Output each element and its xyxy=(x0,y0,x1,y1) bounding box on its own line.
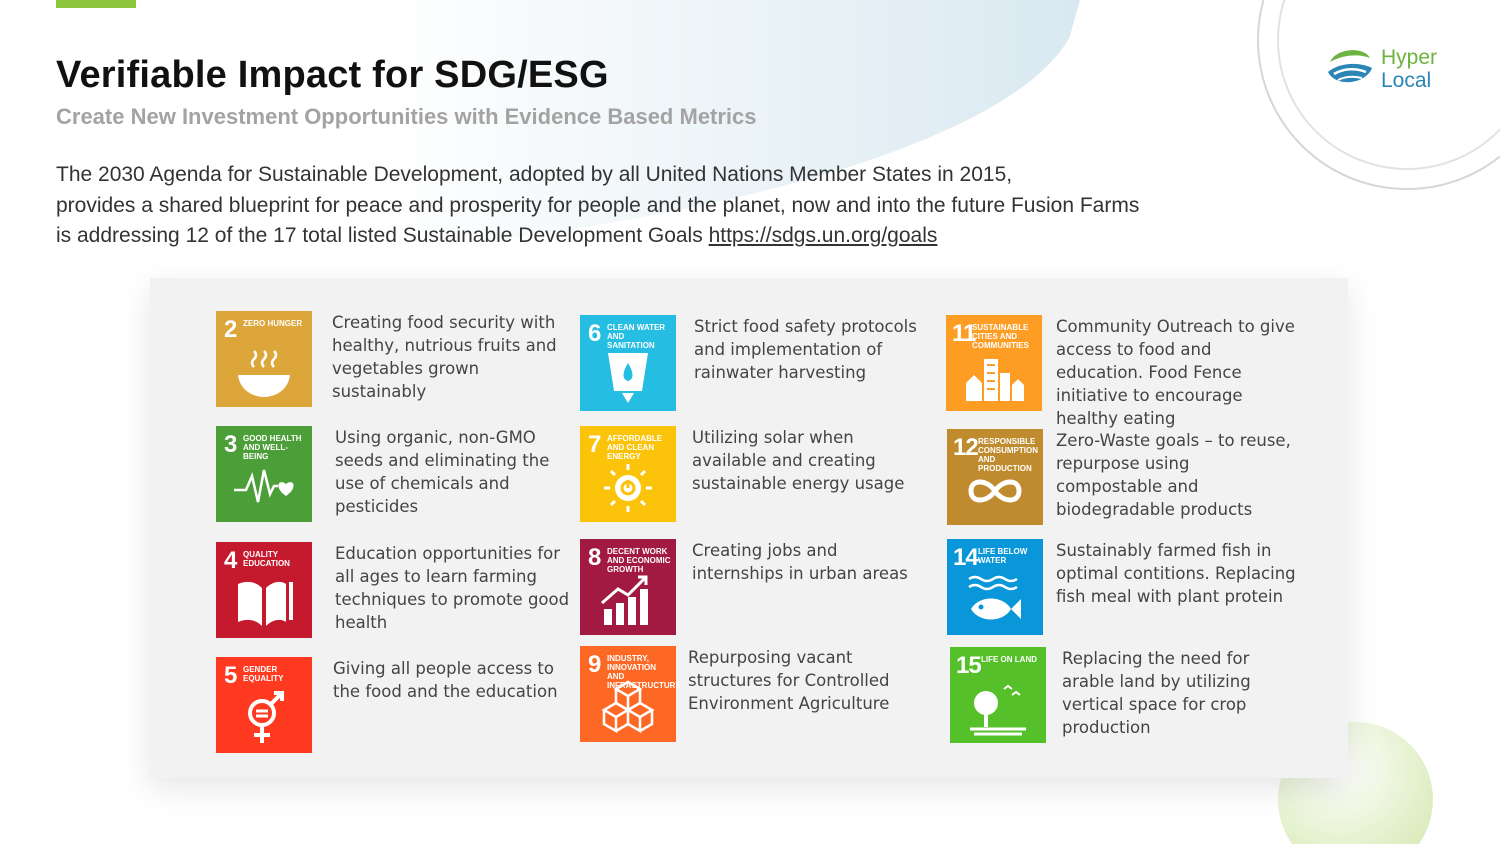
accent-bar xyxy=(56,0,136,8)
sdg-number: 7 xyxy=(588,431,601,458)
intro-line-2: provides a shared blueprint for peace and prosperity for people and the planet, now and into the future Fusion Farms xyxy=(56,193,1140,217)
sdg-goal-2 xyxy=(216,311,572,407)
cubes-icon xyxy=(598,680,658,736)
logo-text-local: Local xyxy=(1381,69,1432,92)
intro-line-1: The 2030 Agenda for Sustainable Development, adopted by all United Nations Member States in 2015, xyxy=(56,163,1013,186)
page-title: Verifiable Impact for SDG/ESG xyxy=(56,54,609,96)
logo-text-hyper: Hyper xyxy=(1381,46,1438,69)
sdg-number: 8 xyxy=(588,544,601,571)
sdg-tile xyxy=(216,311,312,407)
sdg-description: Repurposing vacant structures for Controlled Environment Agriculture xyxy=(688,648,890,713)
sdg-goal-6 xyxy=(580,315,934,411)
sdg-tile xyxy=(216,542,312,638)
water-icon xyxy=(598,349,658,405)
sdg-number: 11 xyxy=(952,320,976,347)
sdg-goal-15 xyxy=(950,647,1302,743)
sdg-tile xyxy=(580,539,676,635)
sdg-goal-9 xyxy=(580,646,928,742)
sdg-goal-11 xyxy=(946,315,1296,430)
page-subtitle: Create New Investment Opportunities with Evidence Based Metrics xyxy=(56,104,757,129)
sdg-number: 3 xyxy=(224,431,237,458)
sdg-label: AFFORDABLE AND CLEAN ENERGY xyxy=(607,434,663,461)
sdg-tile xyxy=(947,539,1043,635)
sdg-description: Utilizing solar when available and creating sustainable energy usage xyxy=(692,428,905,493)
sdg-goal-7 xyxy=(580,426,932,522)
sdg-label: SUSTAINABLE CITIES AND COMMUNITIES xyxy=(972,323,1029,350)
sdg-description: Using organic, non-GMO seeds and eliminating the use of chemicals and pesticides xyxy=(335,428,550,516)
intro-paragraph xyxy=(56,160,1256,252)
fish-icon xyxy=(965,573,1025,629)
sdg-number: 4 xyxy=(224,547,237,574)
sdg-goal-14 xyxy=(947,539,1296,635)
bowl-icon xyxy=(234,345,294,401)
intro-line-3 xyxy=(56,221,1256,252)
sdg-tile xyxy=(580,646,681,742)
sdg-number: 12 xyxy=(953,434,978,461)
hyperlocal-logo xyxy=(1326,44,1456,96)
sdg-description: Community Outreach to give access to food and education. Food Fence initiative to encourage healthy eating xyxy=(1056,317,1295,428)
sdg-goal-12 xyxy=(947,429,1296,525)
sdg-goal-3 xyxy=(216,426,575,522)
heartbeat-icon xyxy=(234,460,298,510)
sun-power-icon xyxy=(598,460,658,516)
sdg-description: Strict food safety protocols and implementation of rainwater harvesting xyxy=(694,317,917,382)
sdg-number: 2 xyxy=(224,316,237,343)
growth-chart-icon xyxy=(598,573,658,629)
sdg-number: 6 xyxy=(588,320,601,347)
sdg-link[interactable]: https://sdgs.un.org/goals xyxy=(708,224,938,247)
sdg-tile xyxy=(580,315,676,411)
sdg-label: QUALITY EDUCATION xyxy=(243,550,290,568)
sdg-number: 9 xyxy=(588,651,601,678)
sdg-description: Replacing the need for arable land by utilizing vertical space for crop production xyxy=(1062,649,1251,737)
sdg-label: INDUSTRY, INNOVATION AND INFRASTRUCTURE xyxy=(607,654,681,690)
sdg-description: Zero-Waste goals – to reuse, repurpose using compostable and biodegradable products xyxy=(1056,431,1291,519)
sdg-number: 14 xyxy=(953,544,978,571)
sdg-label: GENDER EQUALITY xyxy=(243,665,284,683)
infinity-icon xyxy=(965,463,1025,519)
sdg-tile xyxy=(946,315,1042,411)
sdg-tile xyxy=(216,657,312,753)
sdg-label: LIFE BELOW WATER xyxy=(978,547,1028,565)
sdg-tile xyxy=(580,426,676,522)
sdg-description: Sustainably farmed fish in optimal contitions. Replacing fish meal with plant protein xyxy=(1056,541,1296,606)
gender-icon xyxy=(234,691,294,747)
sdg-goal-4 xyxy=(216,542,575,638)
sdg-description: Education opportunities for all ages to learn farming techniques to promote good health xyxy=(335,544,570,632)
sdg-label: RESPONSIBLE CONSUMPTION AND PRODUCTION xyxy=(978,437,1038,473)
city-icon xyxy=(964,349,1028,405)
sdg-tile xyxy=(950,647,1046,743)
sdg-label: LIFE ON LAND xyxy=(981,655,1037,664)
logo-mark-icon xyxy=(1326,44,1374,92)
sdg-number: 5 xyxy=(224,662,237,689)
sdg-description: Creating jobs and internships in urban areas xyxy=(692,541,908,583)
tree-icon xyxy=(968,681,1028,737)
intro-line-3-text: is addressing 12 of the 17 total listed Sustainable Development Goals xyxy=(56,224,703,247)
sdg-goal-8 xyxy=(580,539,932,635)
sdg-description: Creating food security with healthy, nutrious fruits and vegetables grown sustainably xyxy=(332,313,557,401)
sdg-label: CLEAN WATER AND SANITATION xyxy=(607,323,666,350)
sdg-label: GOOD HEALTH AND WELL-BEING xyxy=(243,434,302,461)
sdg-label: ZERO HUNGER xyxy=(243,319,303,328)
sdg-description: Giving all people access to the food and the education xyxy=(333,659,558,701)
sdg-goal-5 xyxy=(216,657,573,753)
sdg-label: DECENT WORK AND ECONOMIC GROWTH xyxy=(607,547,671,574)
sdg-tile xyxy=(947,429,1043,525)
book-icon xyxy=(234,576,294,630)
sdg-number: 15 xyxy=(956,652,981,679)
sdg-tile xyxy=(216,426,312,522)
